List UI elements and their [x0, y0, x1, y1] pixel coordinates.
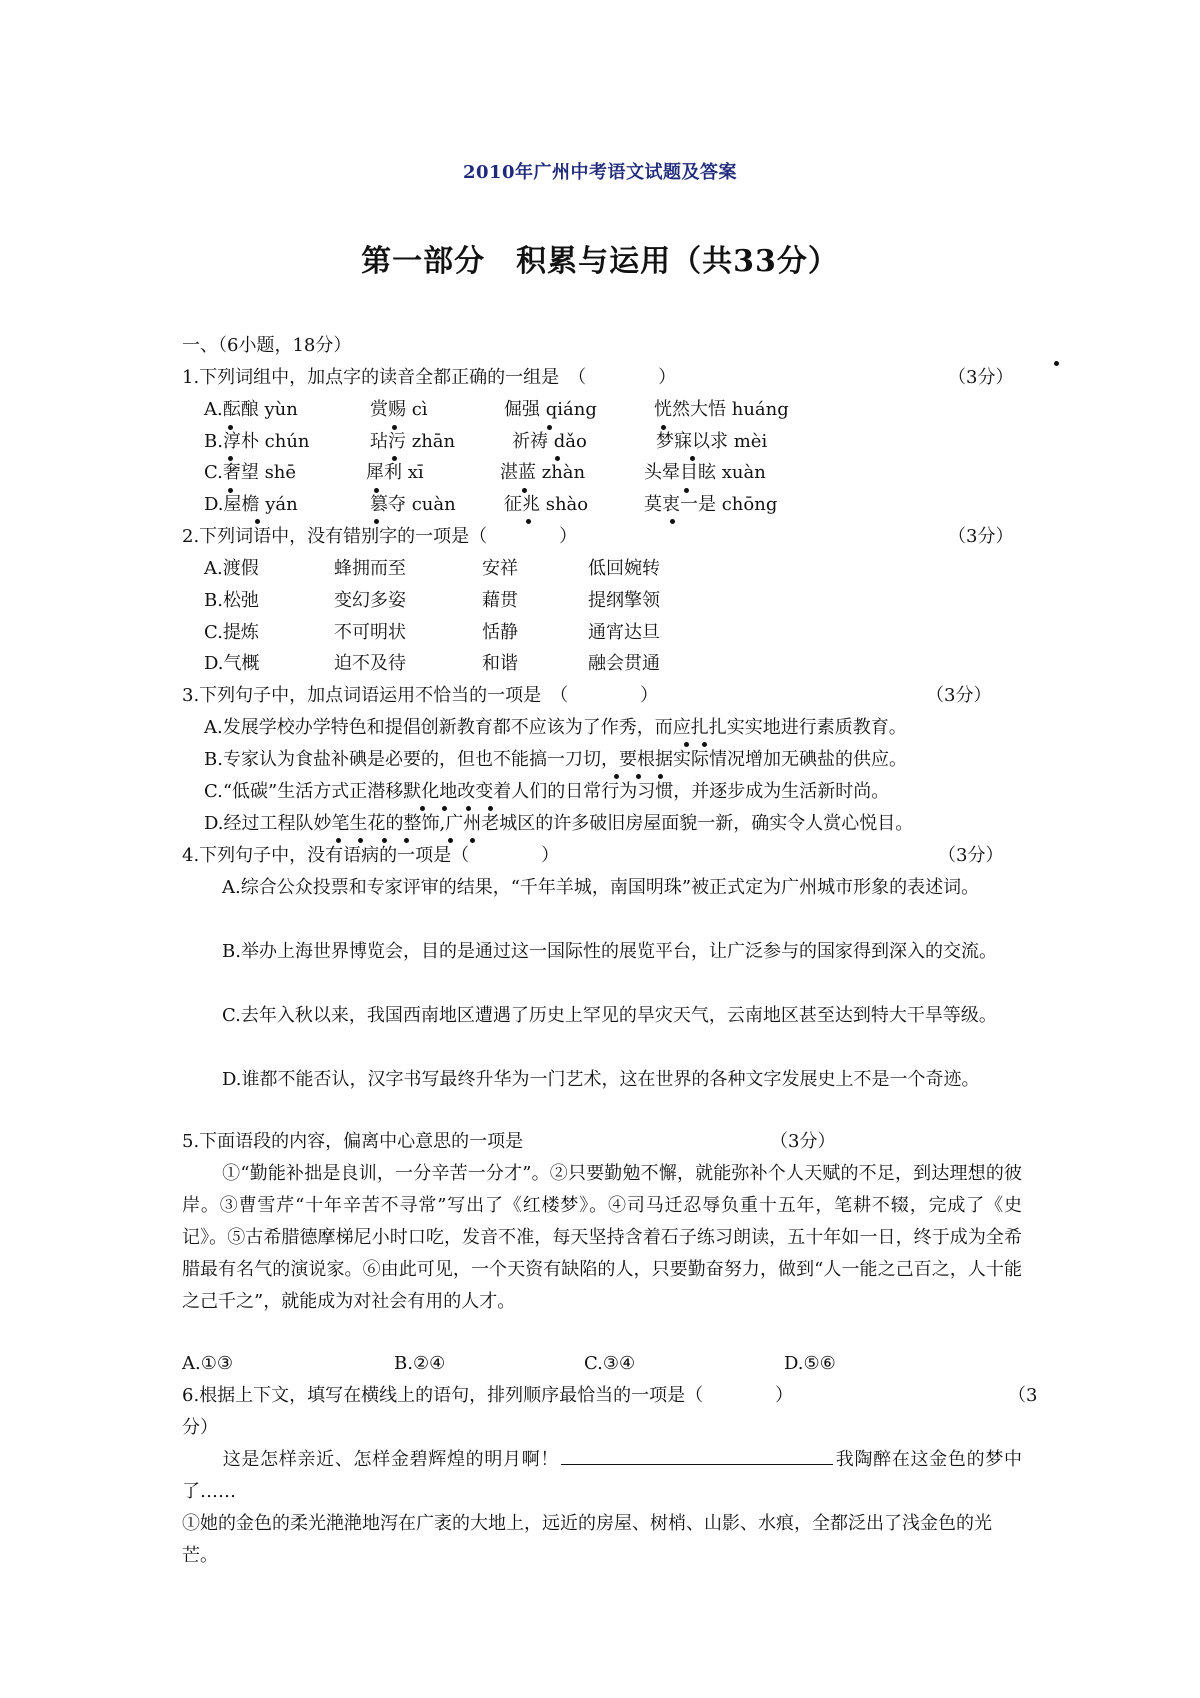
- q2-option-a-3: 安祥: [482, 558, 518, 579]
- q2-option-c-3: 恬静: [482, 622, 518, 643]
- emphasis-dot: [442, 806, 447, 811]
- q6-stem: 6.根据上下文，填写在横线上的语句，排列顺序最恰当的一项是（ ）: [182, 1385, 794, 1406]
- q5-score: （3分）: [770, 1131, 836, 1152]
- q2-option-d-3: 和谐: [482, 653, 518, 674]
- q1-option-d-2: 篡夺 cuàn: [370, 494, 456, 515]
- q2-option-a-4: 低回婉转: [588, 558, 660, 579]
- q5-stem: 5.下面语段的内容，偏离中心意思的一项是: [182, 1131, 524, 1152]
- q3-option-d: D.经过工程队妙笔生花的整饰,广州老城区的许多破旧房屋面貌一新，确实令人赏心悦目。: [204, 813, 914, 834]
- q2-option-d-1: D.气概: [204, 653, 260, 674]
- q2-option-b-2: 变幻多姿: [334, 590, 406, 611]
- q1-score: （3分）: [948, 367, 1014, 388]
- emphasis-dot: [670, 519, 675, 524]
- q1-option-a-4: 恍然大悟 huáng: [654, 399, 789, 420]
- q4-option-d: D.谁都不能否认，汉字书写最终升华为一门艺术，这在世界的各种文字发展史上不是一个奇迹。: [222, 1069, 980, 1090]
- q2-option-b-1: B.松弛: [204, 590, 259, 611]
- q2-stem: 2.下列词语中，没有错别字的一项是（ ）: [182, 526, 578, 547]
- emphasis-dot: [547, 425, 552, 430]
- q4-option-b: B.举办上海世界博览会，目的是通过这一国际性的展览平台，让广泛参与的国家得到深入的交流。: [222, 941, 997, 962]
- q1-option-d-3: 征兆 shào: [504, 494, 589, 515]
- q1-option-c-1: C.奢望 shē: [204, 462, 297, 483]
- emphasis-dot: [358, 838, 363, 843]
- q4-option-c: C.去年入秋以来，我国西南地区遭遇了历史上罕见的旱灾天气，云南地区甚至达到特大干旱等级。: [222, 1005, 997, 1026]
- q4-score: （3分）: [938, 845, 1004, 866]
- q6-score-part2: 分）: [182, 1417, 218, 1438]
- emphasis-dot: [420, 806, 425, 811]
- q1-option-a-1: A.酝酿 yùn: [204, 399, 298, 420]
- emphasis-dot: [228, 425, 233, 430]
- q2-option-c-2: 不可明状: [334, 622, 406, 643]
- emphasis-dot: [661, 425, 666, 430]
- section-heading: 一、（6小题，18分）: [182, 335, 352, 356]
- q5-passage: ①“勤能补拙是良训，一分辛苦一分才”。②只要勤勉不懈，就能弥补个人天赋的不足，到达理想的彼岸。③曹雪芹“十年辛苦不寻常”写出了《红楼梦》。④司马迁忍辱负重十五年，笔耕不辍，完成了《史记》。⑤古希腊德摩梯尼小时口吃，发音不准，每天坚持含着石子练习朗读，五十年如一日，终于成为全希腊最有名气的演说家。⑥由此可见，一个天资有缺陷的人，只要勤奋努力，做到“人一能之己百之，人十能之己千之”，就能成为对社会有用的人才。: [182, 1163, 1022, 1312]
- emphasis-dot: [392, 425, 397, 430]
- q2-option-d-4: 融会贯通: [588, 653, 660, 674]
- q6-item-1: ①她的金色的柔光滟滟地泻在广袤的大地上，远近的房屋、树梢、山影、水痕，全都泛出了浅金色的光芒。: [182, 1513, 992, 1566]
- emphasis-dot: [228, 488, 233, 493]
- emphasis-dot: [684, 742, 689, 747]
- emphasis-dot: [374, 488, 379, 493]
- stray-mark: [1054, 361, 1059, 366]
- q5-option-d: D.⑤⑥: [784, 1353, 836, 1374]
- q2-score: （3分）: [948, 526, 1014, 547]
- emphasis-dot: [382, 838, 387, 843]
- answer-blank[interactable]: [561, 1446, 833, 1465]
- emphasis-dot: [470, 838, 475, 843]
- emphasis-dot: [392, 456, 397, 461]
- emphasis-dot: [614, 774, 619, 779]
- document-title: 2010年广州中考语文试题及答案: [462, 162, 738, 183]
- q1-option-b-4: 梦寐以求 mèi: [656, 431, 768, 452]
- q3-option-a: A.发展学校办学特色和提倡创新教育都不应该为了作秀，而应扎扎实实地进行素质教育。: [204, 717, 907, 738]
- q4-stem: 4.下列句子中，没有语病的一项是（ ）: [182, 845, 560, 866]
- q6-passage: 这是怎样亲近、怎样金碧辉煌的明月啊！ 我陶醉在这金色的梦中了……: [182, 1444, 1022, 1508]
- emphasis-dot: [404, 838, 409, 843]
- emphasis-dot: [702, 742, 707, 747]
- q6-score-part1: （3: [1008, 1385, 1038, 1406]
- emphasis-dot: [658, 774, 663, 779]
- q1-option-b-3: 祈祷 dǎo: [512, 431, 587, 452]
- q2-option-d-2: 迫不及待: [334, 653, 406, 674]
- q1-option-c-4: 头晕目眩 xuàn: [644, 462, 766, 483]
- emphasis-dot: [522, 488, 527, 493]
- q5-option-b: B.②④: [394, 1353, 446, 1374]
- q2-option-a-2: 蜂拥而至: [334, 558, 406, 579]
- q1-option-a-3: 倔强 qiáng: [504, 399, 597, 420]
- q4-option-a: A.综合公众投票和专家评审的结果，“千年羊城，南国明珠”被正式定为广州城市形象的表述词。: [222, 877, 980, 898]
- q2-option-b-3: 藉贯: [482, 590, 518, 611]
- emphasis-dot: [684, 488, 689, 493]
- emphasis-dot: [374, 519, 379, 524]
- q1-option-c-2: 犀利 xī: [366, 462, 424, 483]
- emphasis-dot: [690, 456, 695, 461]
- q3-option-c: C.“低碳”生活方式正潜移默化地改变着人们的日常行为习惯，并逐步成为生活新时尚。: [204, 781, 890, 802]
- q1-option-a-2: 赏赐 cì: [370, 399, 428, 420]
- emphasis-dot: [336, 838, 341, 843]
- q3-score: （3分）: [926, 685, 992, 706]
- q3-stem: 3.下列句子中，加点词语运用不恰当的一项是 （ ）: [182, 685, 659, 706]
- emphasis-dot: [228, 456, 233, 461]
- q5-option-c: C.③④: [584, 1353, 636, 1374]
- q1-option-d-1: D.屋檐 yán: [204, 494, 298, 515]
- q2-option-b-4: 提纲擎领: [588, 590, 660, 611]
- emphasis-dot: [488, 806, 493, 811]
- q1-option-b-2: 玷污 zhān: [370, 431, 456, 452]
- q3-option-b: B.专家认为食盐补碘是必要的，但也不能搞一刀切，要根据实际情况增加无碘盐的供应。: [204, 749, 907, 770]
- emphasis-dot: [555, 456, 560, 461]
- emphasis-dot: [466, 806, 471, 811]
- q2-option-a-1: A.渡假: [204, 558, 259, 579]
- emphasis-dot: [255, 519, 260, 524]
- q2-option-c-1: C.提炼: [204, 622, 259, 643]
- q1-stem: 1.下列词组中，加点字的读音全都正确的一组是 （ ）: [182, 367, 677, 388]
- q1-option-b-1: B.淳朴 chún: [204, 431, 310, 452]
- q2-option-c-4: 通宵达旦: [588, 622, 660, 643]
- q5-option-a: A.①③: [182, 1353, 233, 1374]
- q1-option-d-4: 莫衷一是 chōng: [644, 494, 778, 515]
- emphasis-dot: [448, 838, 453, 843]
- part-title: 第一部分 积累与运用（共33分）: [361, 244, 839, 279]
- emphasis-dot: [636, 774, 641, 779]
- q1-option-c-3: 湛蓝 zhàn: [500, 462, 586, 483]
- emphasis-dot: [526, 519, 531, 524]
